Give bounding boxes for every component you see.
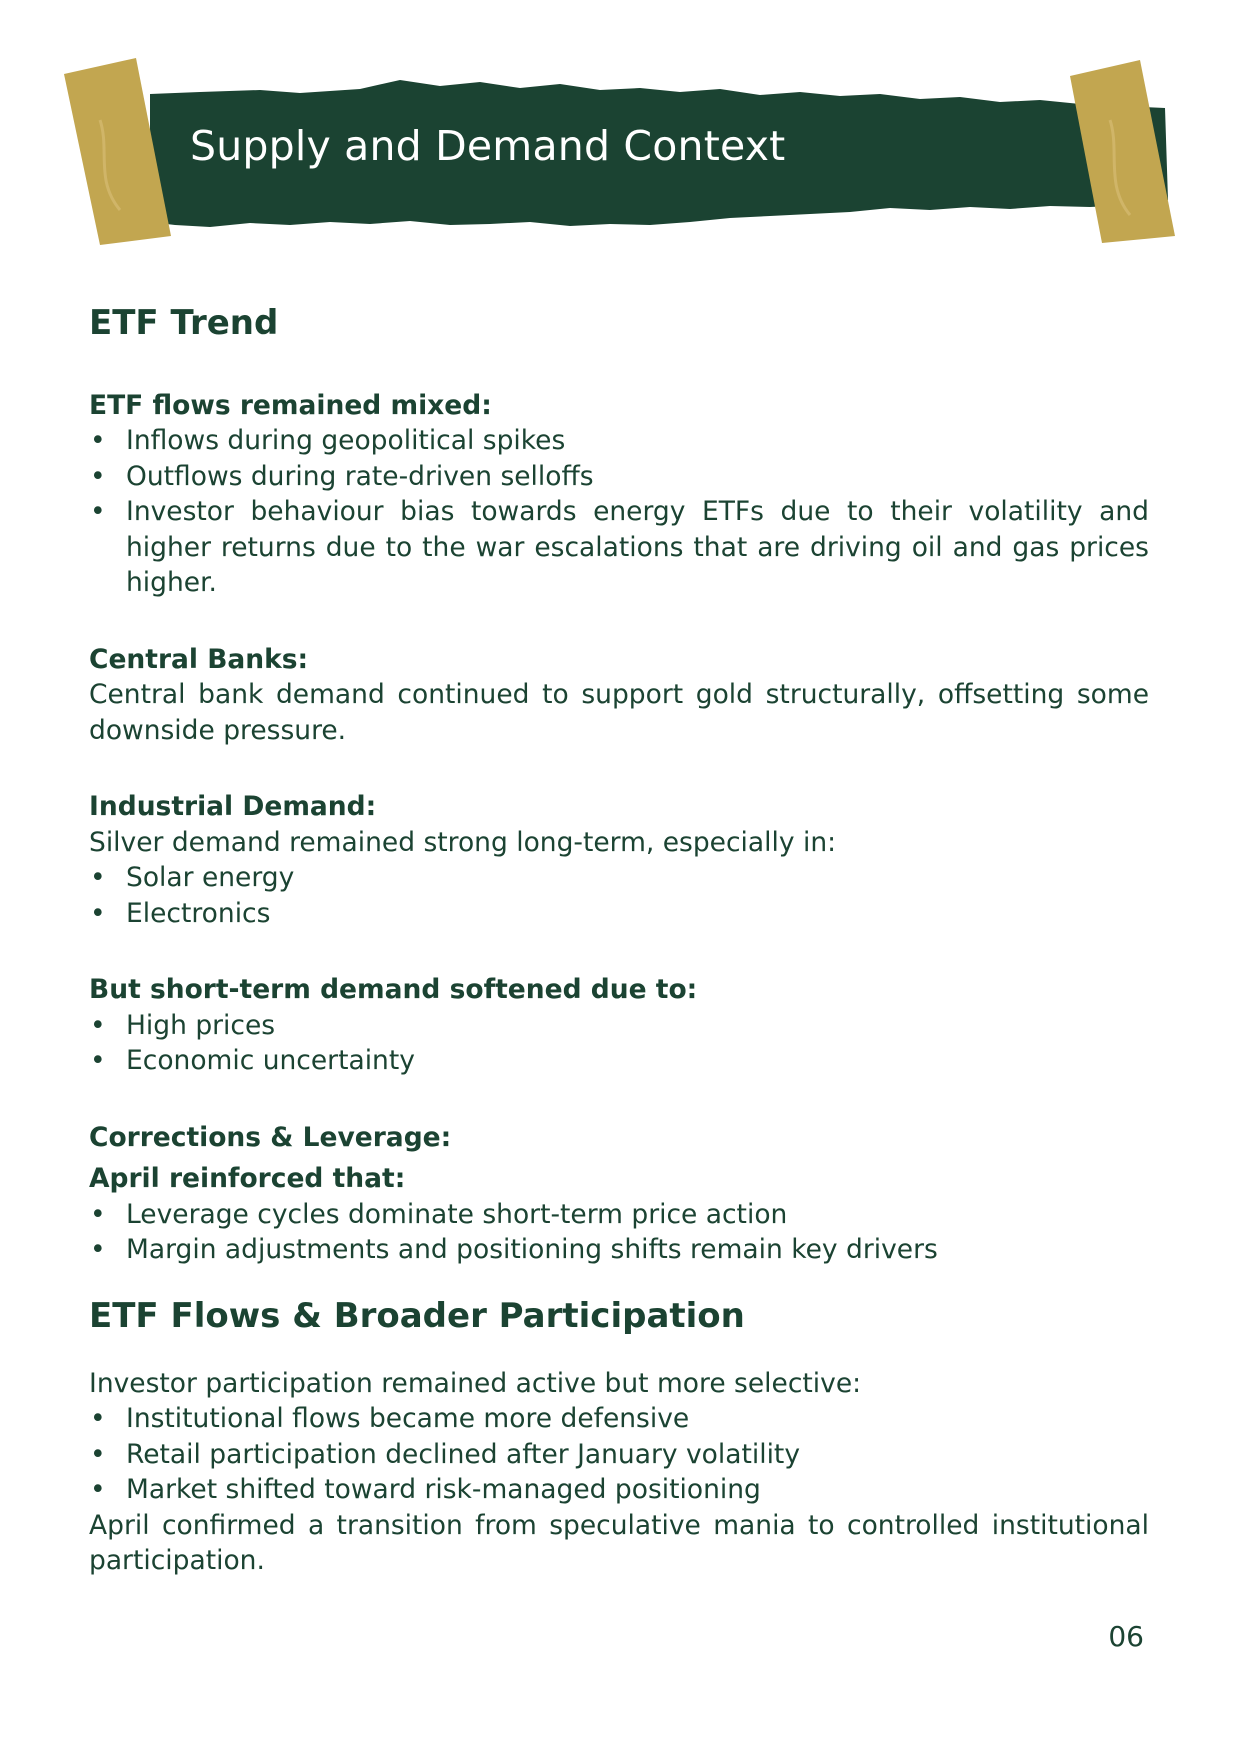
april-reinforced-label: April reinforced that:	[89, 1163, 406, 1195]
participation-list	[89, 1401, 1149, 1508]
title-banner	[0, 0, 1240, 260]
list-item: • Inflows during geopolitical spikes	[89, 423, 1149, 459]
april-reinforced-list	[89, 1197, 1149, 1268]
corrections-leverage-section	[89, 1120, 1149, 1268]
industrial-demand-label: Industrial Demand:	[89, 791, 377, 823]
list-item: • High prices	[89, 1008, 1149, 1044]
participation-heading: ETF Flows & Broader Participation	[89, 1295, 745, 1336]
main-content	[89, 303, 1149, 1579]
list-item: • Investor behaviour bias towards energy ETFs due to their volatility and higher returns due to the war escalations that are driving oil and gas prices higher.	[89, 494, 1149, 601]
central-banks-text: Central bank demand continued to support gold structurally, offsetting some downside pressure.	[89, 679, 1149, 746]
short-term-demand-list	[89, 1008, 1149, 1079]
etf-flows-label: ETF flows remained mixed:	[89, 389, 492, 421]
corrections-leverage-label: Corrections & Leverage:	[89, 1121, 452, 1153]
participation-intro: Investor participation remained active but more selective:	[89, 1367, 862, 1399]
list-item: • Institutional flows became more defensive	[89, 1401, 1149, 1437]
list-item: • Margin adjustments and positioning shifts remain key drivers	[89, 1232, 1149, 1268]
industrial-demand-list	[89, 860, 1149, 931]
etf-trend-heading: ETF Trend	[89, 303, 279, 343]
industrial-demand-section	[89, 789, 1149, 931]
page-number: 06	[1108, 1620, 1144, 1653]
list-item: • Market shifted toward risk-managed positioning	[89, 1472, 1149, 1508]
list-item: • Solar energy	[89, 860, 1149, 896]
list-item: • Leverage cycles dominate short-term price action	[89, 1197, 1149, 1233]
participation-section	[89, 1366, 1149, 1579]
central-banks-label: Central Banks:	[89, 643, 309, 675]
industrial-demand-text: Silver demand remained strong long-term, especially in:	[89, 826, 837, 858]
list-item: • Economic uncertainty	[89, 1043, 1149, 1079]
etf-flows-list	[89, 423, 1149, 601]
short-term-demand-label: But short-term demand softened due to:	[89, 974, 698, 1006]
central-banks-section	[89, 642, 1149, 749]
list-item: • Electronics	[89, 896, 1149, 932]
etf-flows-section	[89, 388, 1149, 601]
short-term-demand-section	[89, 972, 1149, 1079]
participation-conclusion: April confirmed a transition from speculative mania to controlled institutional participation.	[89, 1509, 1149, 1577]
list-item: • Outflows during rate-driven selloffs	[89, 459, 1149, 495]
list-item: • Retail participation declined after January volatility	[89, 1437, 1149, 1473]
page-title: Supply and Demand Context	[190, 122, 786, 170]
